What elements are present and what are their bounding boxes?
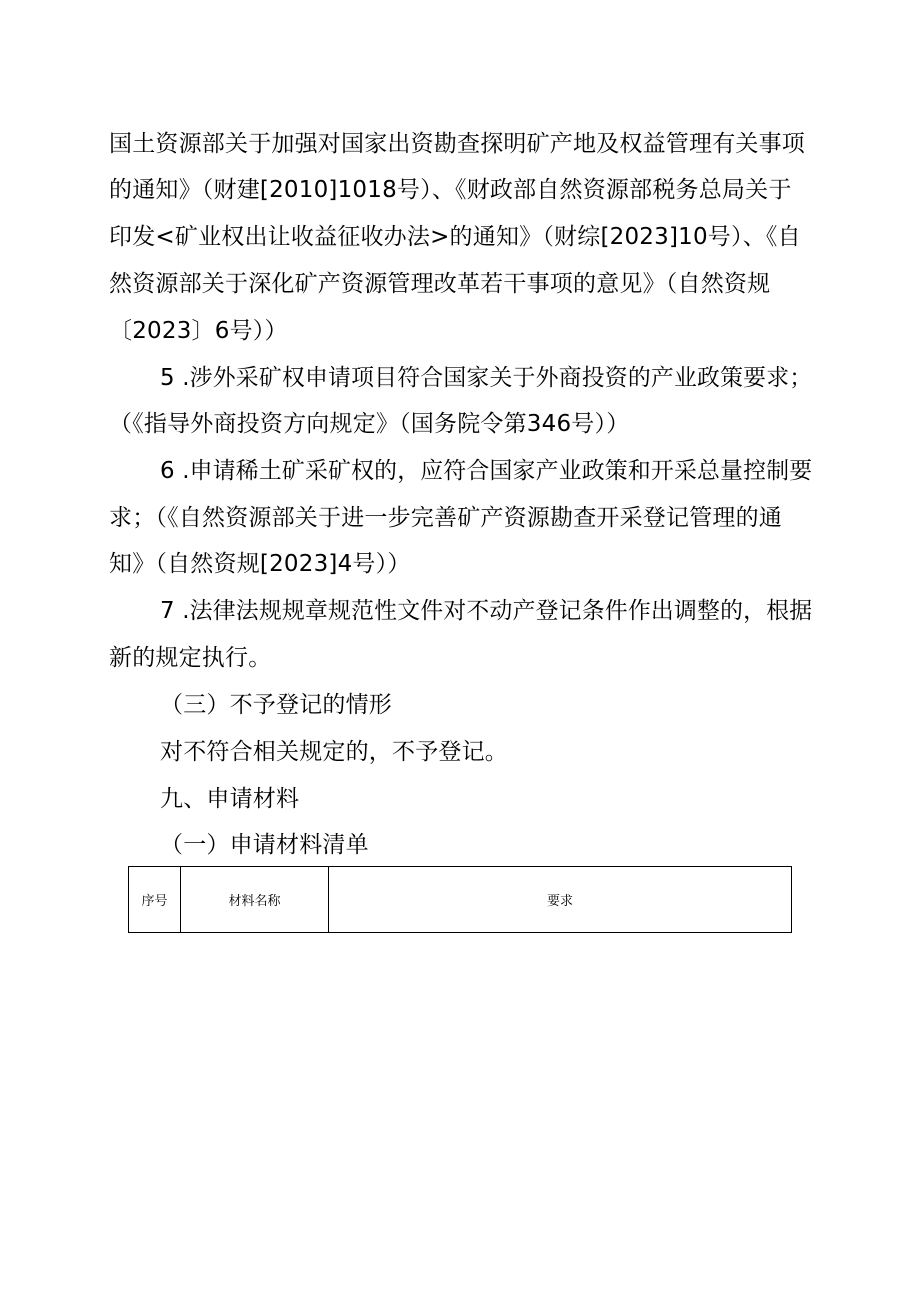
paragraph-line: 知》（自然资规[2023]4号）） (109, 551, 411, 577)
paragraph-line: 印发<矿业权出让收益征收办法>的通知》（财综[2023]10号）、《自 (109, 224, 801, 250)
paragraph-line: 7 .法律法规规章规范性文件对不动产登记条件作出调整的，根据 (160, 598, 813, 624)
paragraph-line: 的通知》（财建[2010]1018号）、《财政部自然资源部税务总局关于 (109, 177, 792, 203)
section-heading: （三）不予登记的情形 (160, 692, 392, 718)
table-header-cell: 材料名称 (181, 867, 329, 932)
paragraph-line: （《指导外商投资方向规定》（国务院令第346号）） (109, 411, 630, 437)
paragraph-line: 〔2023〕6号）） (109, 318, 288, 344)
paragraph-line: 新的规定执行。 (109, 645, 272, 671)
materials-table (128, 866, 792, 933)
paragraph-line: 求；（《自然资源部关于进一步完善矿产资源勘查开采登记管理的通 (109, 505, 782, 531)
section-heading: （一）申请材料清单 (160, 832, 369, 858)
paragraph-line: 然资源部关于深化矿产资源管理改革若干事项的意见》（自然资规 (109, 271, 771, 297)
paragraph-line: 6 .申请稀土矿采矿权的，应符合国家产业政策和开采总量控制要 (160, 458, 813, 484)
table-header-cell: 要求 (546, 894, 573, 909)
table-header-cell: 序号 (129, 867, 181, 932)
section-heading: 九、申请材料 (160, 786, 300, 812)
paragraph-line: 对不符合相关规定的，不予登记。 (160, 739, 508, 765)
paragraph-line: 5 .涉外采矿权申请项目符合国家关于外商投资的产业政策要求； (160, 365, 813, 391)
paragraph-line: 国土资源部关于加强对国家出资勘查探明矿产地及权益管理有关事项 (109, 131, 805, 157)
